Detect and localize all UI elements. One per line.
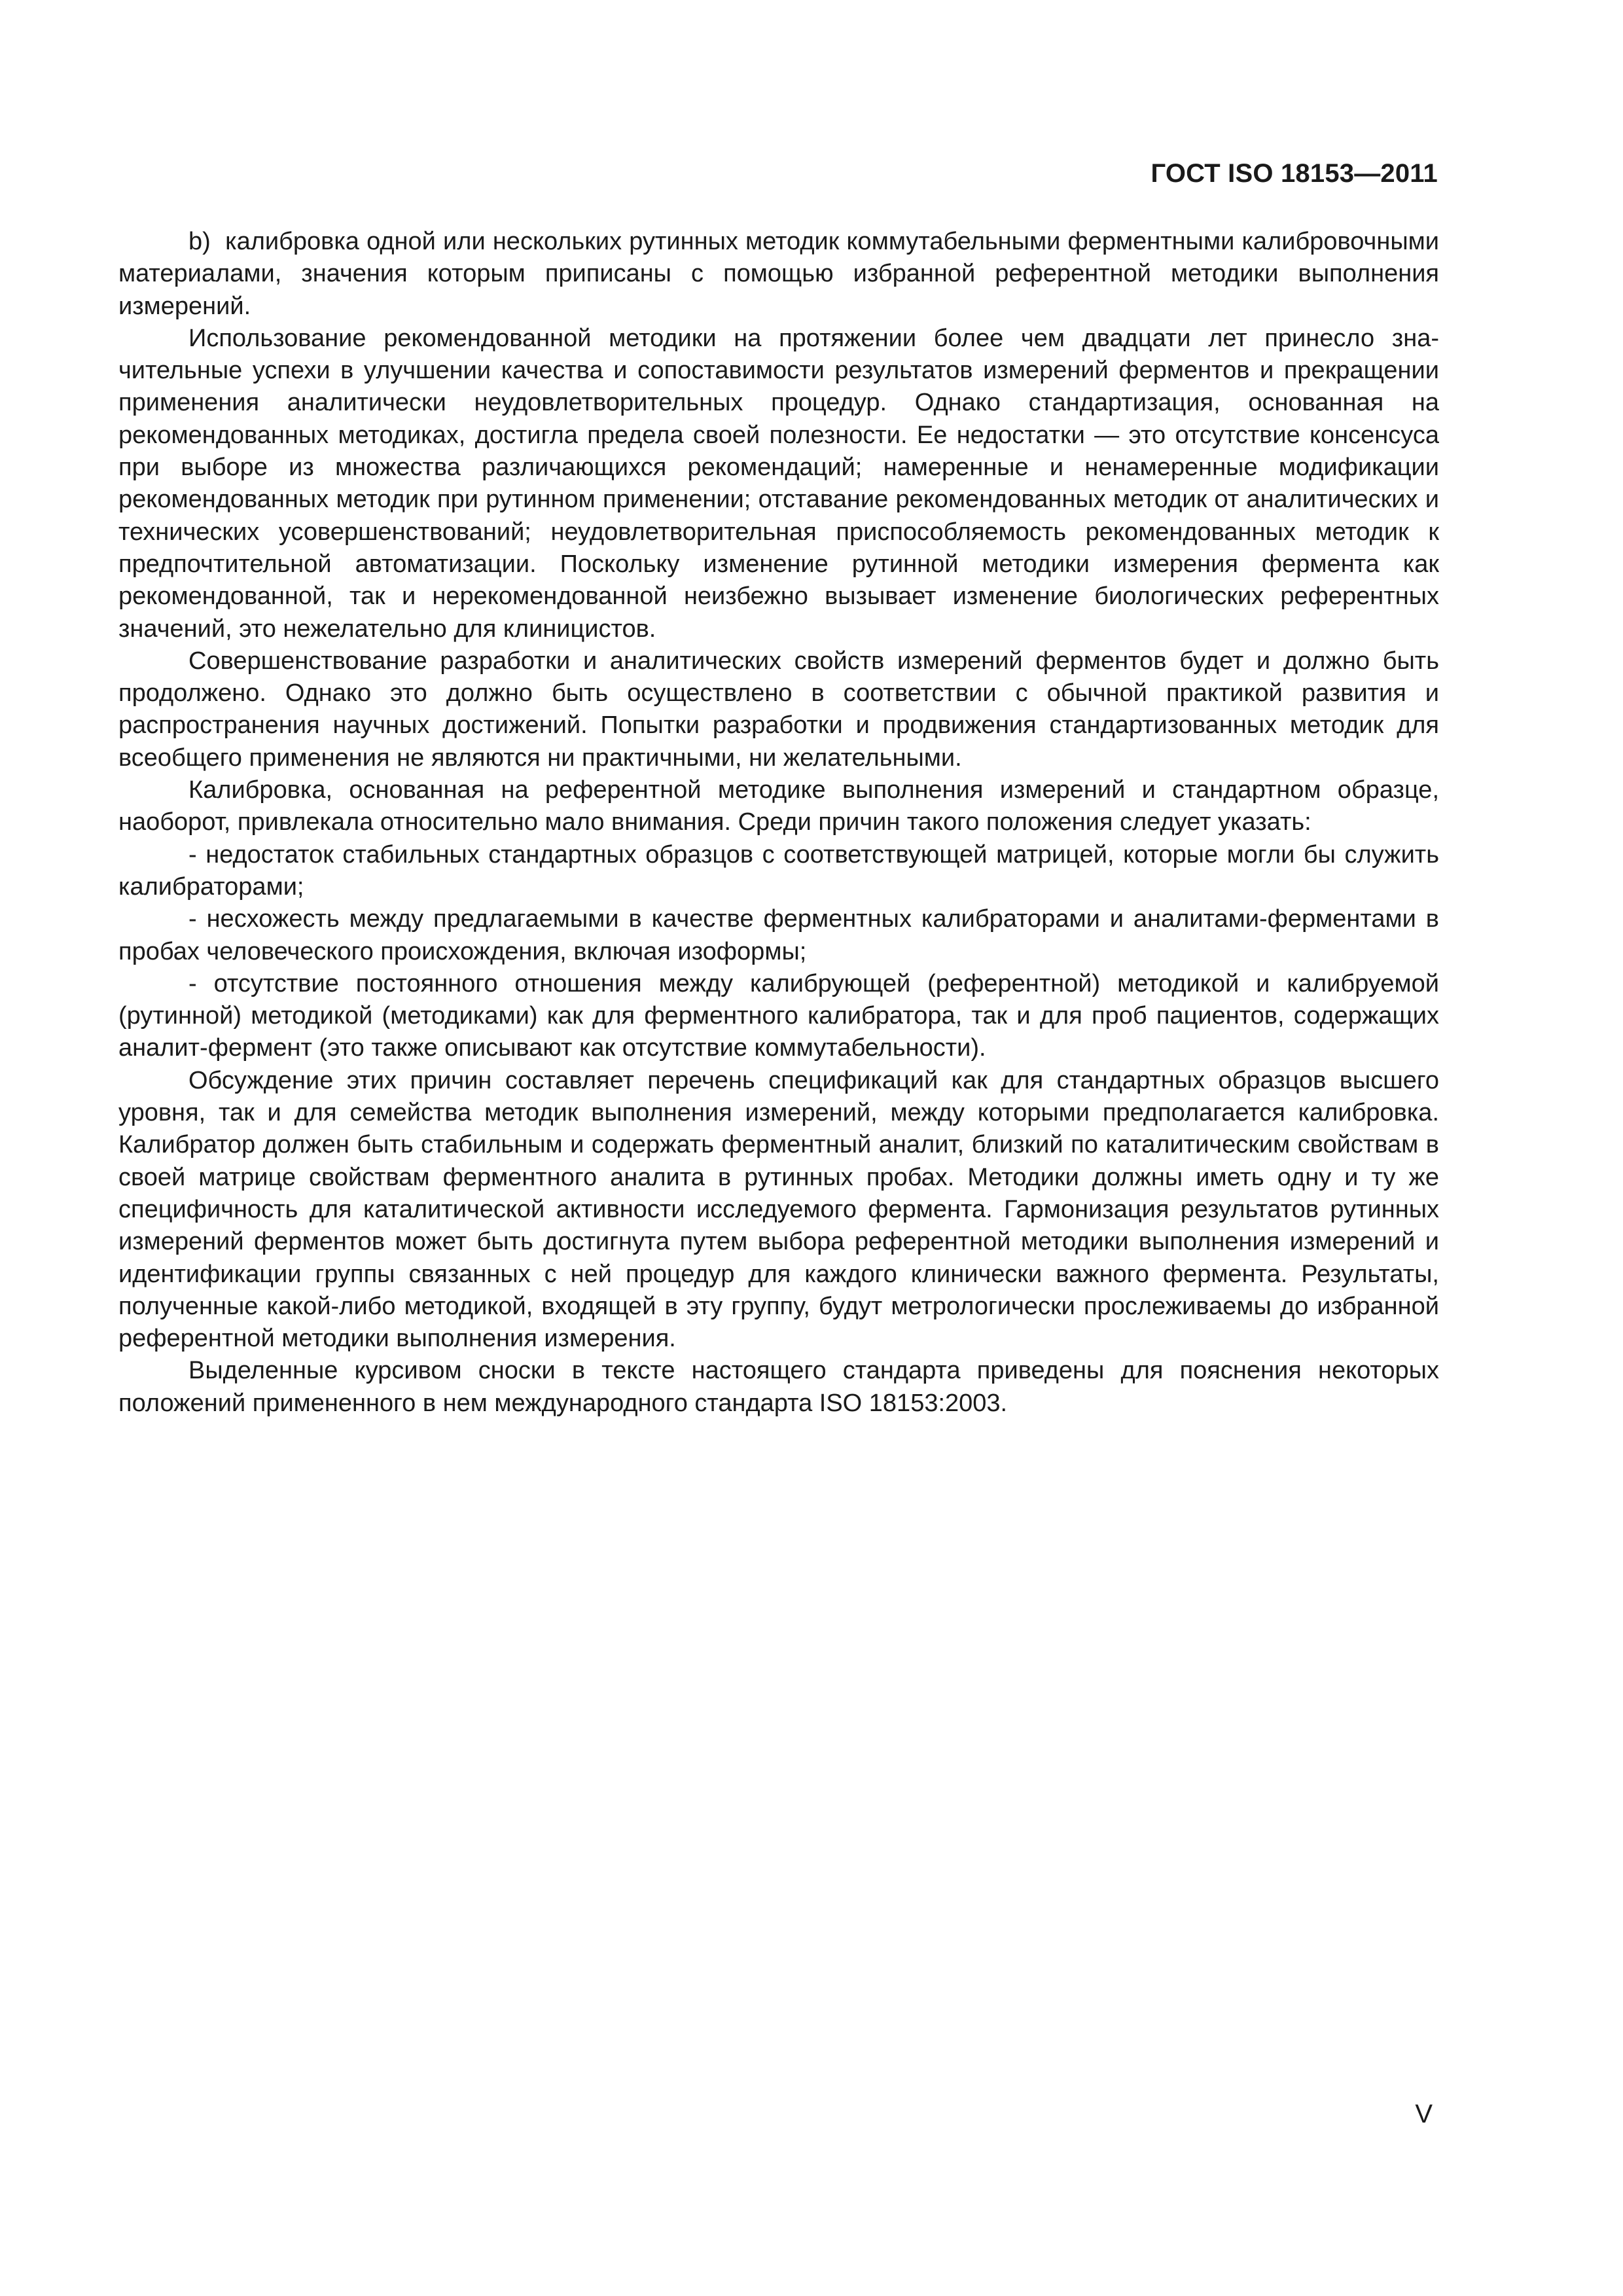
paragraph-improvement: Совершенствование разработки и аналитических свойств измерений ферментов будет и должно быть продолжено. Однако это должно быть осуществлено в соответствии с обычной практикой развития и распространения научных достижений. Попытки разработки и продвижения стандартизованных методик для всеобщего применения не являются ни практичными, ни желательными. [118, 647, 1439, 772]
list-item-no-constant-relation: - отсутствие постоянного отношения между калибрующей (референтной) методикой и калибруемой (рутинной) методикой (методиками) как для ферментного калибратора, так и для проб пациентов, содержащих аналит-фермент (это также описывают как отсутствие коммутабельности). [118, 969, 1439, 1062]
list-item-lack-of-standards: - недостаток стабильных стандартных образцов с соответствующей матрицей, которые могли бы служить калибраторами; [118, 840, 1439, 901]
paragraph-calibration-b: b) калибровка одной или нескольких рутинных методик коммутабельными ферментными калибровочными материалами, значения которым приписаны с помощью избранной референтной методики выполнения измерений. [118, 228, 1439, 320]
paragraph-italic-footnotes: Выделенные курсивом сноски в тексте настоящего стандарта приведены для пояснения некоторых положений примененного в нем международного стандарта ISO 18153:2003. [118, 1357, 1439, 1417]
page-number: V [1415, 2100, 1433, 2128]
paragraph-discussion: Обсуждение этих причин составляет перечень спецификаций как для стандартных образцов высшего уровня, так и для семейства методик выполнения измерений, между которыми предполагается калибровка. Калибратор должен быть стабильным и содержать ферментный аналит, близкий по каталитическим свойствам в своей матрице свойствам ферментного аналита в рутинных пробах. Методики должны иметь одну и ту же специфичность для каталитической активности исследуемого фермента. Гармонизация результатов рутинных измерений ферментов может быть достигнута путем выбора референтной методики выполнения измерений и идентификации группы связанных с ней процедур для каждого клинически важного фермента. Результаты, полученные какой-либо методикой, входящей в эту группу, будут метрологически прослеживаемы до избранной референтной методики выполнения измерения. [118, 1066, 1439, 1353]
list-item-dissimilarity: - несхожесть между предлагаемыми в качестве ферментных калибраторами и аналитами-ферментами в пробах человеческого происхождения, включая изоформы; [118, 905, 1439, 965]
document-body [118, 226, 1439, 1420]
paragraph-recommended-method: Использование рекомендованной методики на протяжении более чем двадцати лет принесло значительные успехи в улучшении качества и сопоставимости результатов измерений ферментов и прекращении применения аналитически неудовлетворительных процедур. Однако стандартизация, основанная на рекомендованных методиках, достигла предела своей полезности. Ее недостатки — это отсутствие консенсуса при выборе из множества различающихся рекомендаций; намеренные и ненамеренные модификации рекомендованных методик при рутинном применении; отставание рекомендованных методик от аналитических и технических усовершенствований; неудовлетворительная приспособляемость рекомендованных методик к предпочтительной автоматизации. Поскольку изменение рутинной методики измерения фермента как рекомендованной, так и нерекомендованной неизбежно вызывает изменение биологических референтных значений, это нежелательно для клиницистов. [118, 324, 1439, 643]
paragraph-calibration-reference: Калибровка, основанная на референтной методике выполнения измерений и стандартном образце, наоборот, привлекала относительно мало внимания. Среди причин такого положения следует указать: [118, 776, 1439, 836]
document-header-standard-id: ГОСТ ISO 18153—2011 [1150, 159, 1438, 188]
